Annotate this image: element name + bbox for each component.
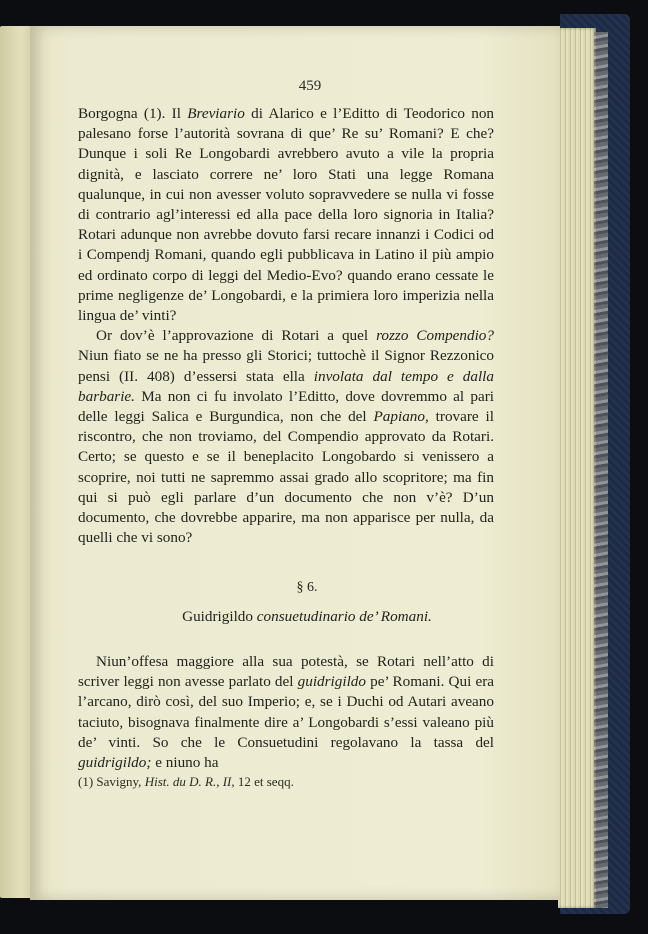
body-text <box>78 104 494 548</box>
italic-text: Papiano <box>373 408 425 426</box>
italic-text: guidrigildo <box>297 673 366 691</box>
section-title <box>30 608 560 626</box>
text-run: Niun fiato se ne ha presso gli Storici; tuttochè il Signor Rezzonico pensi (II. 408) d’essersi stata ella <box>78 347 494 385</box>
book-page <box>30 26 560 900</box>
italic-text: involata dal tempo e dalla barbarie. <box>78 367 494 405</box>
text-run: di Alarico e l’Editto di Teodorico non palesano forse l’autorità sovrana di que’ Re su’ Romani? E che? Dunque i soli Re Longobardi avrebbero avuto a vile la propria dignità, e lasciato correre ne’ loro Stati una legge Romana qualunque, in cui non avesser voluto sopravvedere se nulla vi fosse di contrario agl’interessi ed alla pace della loro signoria in Italia? Rotari adunque non avrebbe dovuto farsi recare innanzi i Codici od i Compendj Romani, quando egli pubblicava in Latino il più ampio ed ordinato corpo di leggi del Medio-Evo? quando erano cessate le prime negligenze de’ Longobardi, e la primiera loro imperizia nella lingua de’ vinti? <box>78 105 495 325</box>
text-run: Niun’offesa maggiore alla sua potestà, se Rotari nell’atto di scriver leggi non avesse parlato del <box>78 653 494 691</box>
italic-text: rozzo Compendio? <box>376 327 494 345</box>
page-stack-edge <box>558 28 596 908</box>
text-run: Borgogna (1). Il <box>78 105 188 122</box>
text-run: pe’ Romani. Qui era l’arcano, dirò così, del suo Imperio; e, se i Duchi od Autari aveano taciuto, bisognava finalmente dire a’ Longobardi s’essi valeano più de’ vinti. So che le Consuetudini regolavano la tassa del <box>78 673 494 751</box>
footnote <box>78 774 494 790</box>
paragraph <box>78 652 494 773</box>
left-page-edge <box>0 26 30 898</box>
text-run: Or dov’è l’approvazione di Rotari a quel <box>96 327 377 345</box>
italic-text: Hist. du D. R., II, <box>144 774 235 789</box>
text-run: Guidrigildo <box>182 608 257 625</box>
text-run: (1) Savigny, <box>78 774 145 789</box>
paragraph <box>78 104 494 326</box>
section-body-text <box>78 652 494 773</box>
text-run: , trovare il riscontro, che non troviamo, del Compendio approvato da Rotari. Certo; se questo e se il beneplacito Longobardo si venissero a scoprire, noi tutti ne sapremmo assai grado allo scopritore; ma fin qui si può egli parlare d’un documento che non v’è? D’un documento, che dovrebbe apparire, ma non apparisce per nulla, da quelli che vi sono? <box>78 408 494 547</box>
italic-text: guidrigildo; <box>78 754 152 772</box>
marbled-edge <box>594 32 608 908</box>
italic-text: Breviario <box>187 105 245 122</box>
italic-text: consuetudinario de’ Romani. <box>256 608 432 625</box>
text-run: 12 et seqq. <box>234 774 294 789</box>
section-number: § 6. <box>296 580 318 595</box>
paragraph <box>78 326 494 548</box>
text-run: Ma non ci fu involato l’Editto, dove dovremmo al pari delle leggi Salica e Burgundica, non che del <box>78 387 494 426</box>
page-number: 459 <box>298 78 322 94</box>
text-run: e niuno ha <box>151 754 219 772</box>
